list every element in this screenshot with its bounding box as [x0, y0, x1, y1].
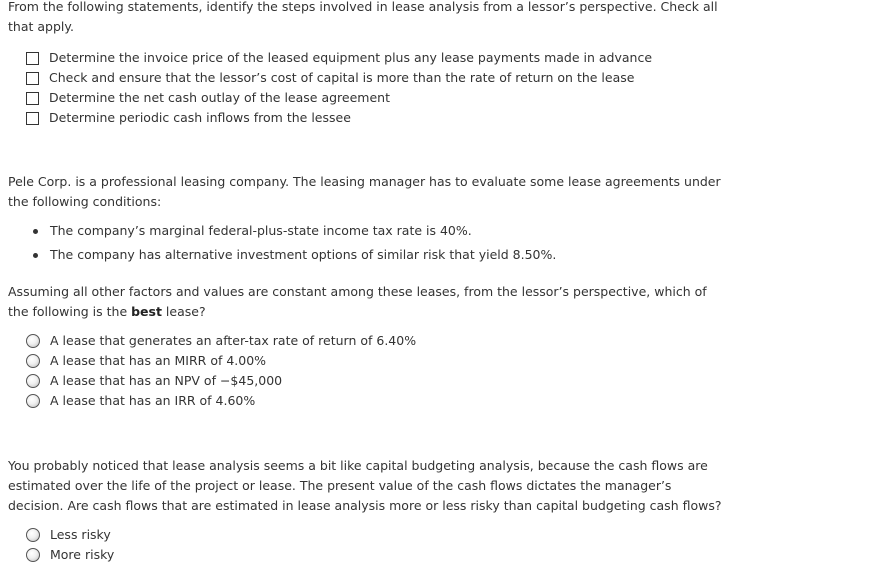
option-label: Determine periodic cash inflows from the lessee — [49, 110, 351, 125]
q1-option-invoice-price[interactable] — [26, 48, 652, 68]
question-3-options — [26, 525, 114, 565]
bullet-icon — [33, 229, 38, 234]
q1-option-periodic-inflows[interactable] — [26, 108, 652, 128]
q2-option-irr[interactable] — [26, 391, 416, 411]
option-label: Check and ensure that the lessor’s cost of capital is more than the rate of return on the lease — [49, 70, 635, 85]
context-intro: Pele Corp. is a professional leasing company. The leasing manager has to evaluate some lease agreements under the following conditions: — [8, 174, 721, 209]
checkbox[interactable] — [26, 52, 39, 65]
q1-option-cost-of-capital[interactable] — [26, 68, 652, 88]
q3-option-more-risky[interactable] — [26, 545, 114, 565]
option-label: A lease that has an NPV of −$45,000 — [50, 373, 283, 388]
condition-item — [33, 243, 556, 267]
q1-option-net-cash-outlay[interactable] — [26, 88, 652, 108]
condition-item — [33, 219, 556, 243]
option-label: Determine the net cash outlay of the lease agreement — [49, 90, 390, 105]
conditions-list — [33, 219, 556, 267]
option-label: More risky — [50, 547, 115, 562]
condition-text: The company has alternative investment options of similar risk that yield 8.50%. — [50, 247, 557, 262]
radio-button[interactable] — [26, 374, 40, 388]
prompt-emphasis: best — [131, 304, 162, 319]
radio-button[interactable] — [26, 334, 40, 348]
radio-button[interactable] — [26, 354, 40, 368]
option-label: Less risky — [50, 527, 111, 542]
q2-option-after-tax-return[interactable] — [26, 331, 416, 351]
checkbox[interactable] — [26, 72, 39, 85]
q2-option-mirr[interactable] — [26, 351, 416, 371]
bullet-icon — [33, 253, 38, 258]
condition-text: The company’s marginal federal-plus-state income tax rate is 40%. — [50, 223, 472, 238]
question-1-prompt: From the following statements, identify the steps involved in lease analysis from a lessor’s perspective. Check all that apply. — [8, 0, 718, 34]
radio-button[interactable] — [26, 548, 40, 562]
radio-button[interactable] — [26, 394, 40, 408]
checkbox[interactable] — [26, 92, 39, 105]
q3-option-less-risky[interactable] — [26, 525, 114, 545]
question-3-prompt: You probably noticed that lease analysis seems a bit like capital budgeting analysis, because the cash flows are estimated over the life of the project or lease. The present value of the cash flows dictates the manager’s decision. Are cash flows that are estimated in lease analysis more or less risky than capital budgeting cash flows? — [8, 458, 722, 513]
option-label: A lease that has an IRR of 4.60% — [50, 393, 256, 408]
radio-button[interactable] — [26, 528, 40, 542]
option-label: A lease that has an MIRR of 4.00% — [50, 353, 267, 368]
prompt-text: lease? — [161, 304, 206, 319]
prompt-text: Assuming all other factors and values are constant among these leases, from the lessor’s perspective, which of the following is the — [8, 284, 707, 319]
option-label: Determine the invoice price of the leased equipment plus any lease payments made in advance — [49, 50, 653, 65]
question-1-options — [26, 48, 652, 128]
q2-option-npv[interactable] — [26, 371, 416, 391]
checkbox[interactable] — [26, 112, 39, 125]
option-label: A lease that generates an after-tax rate of return of 6.40% — [50, 333, 417, 348]
question-2-options — [26, 331, 416, 411]
question-2-prompt — [8, 282, 728, 322]
